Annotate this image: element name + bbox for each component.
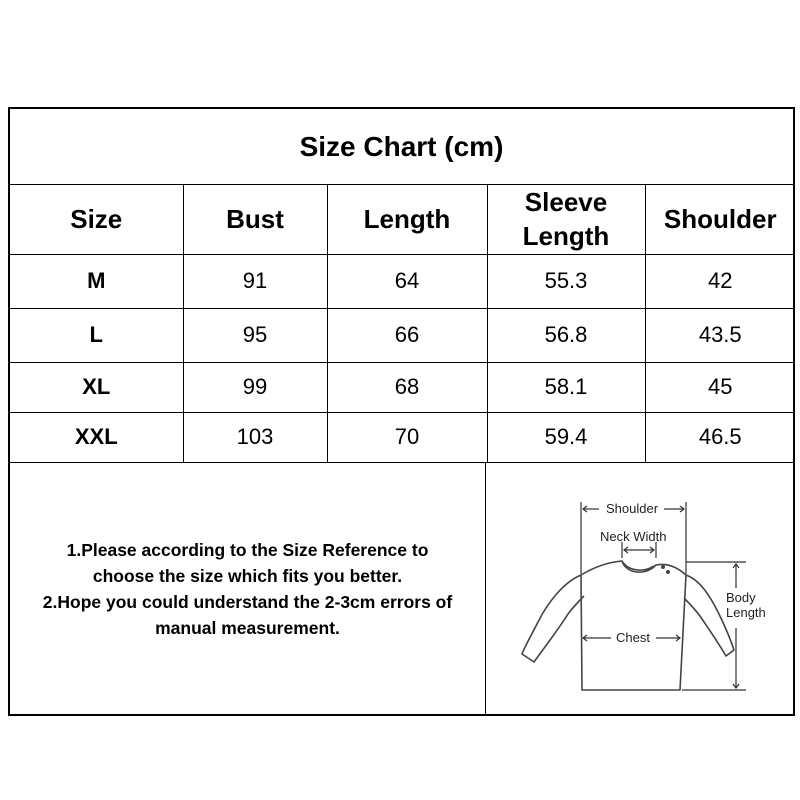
size-cell: XL xyxy=(10,362,183,412)
sleeve-cell: 55.3 xyxy=(487,254,645,308)
table-row xyxy=(10,362,795,412)
body-length-label-line1: Body xyxy=(726,590,756,605)
sleeve-cell: 56.8 xyxy=(487,308,645,362)
size-cell: XXL xyxy=(10,412,183,462)
length-cell: 66 xyxy=(327,308,487,362)
sleeve-cell: 58.1 xyxy=(487,362,645,412)
shoulder-label: Shoulder xyxy=(606,501,659,516)
info-section xyxy=(10,462,795,716)
notes-panel xyxy=(10,462,486,716)
note-line: choose the size which fits you better. xyxy=(92,566,403,586)
header-sleeve-length xyxy=(487,185,645,254)
note-line: 1.Please according to the Size Reference to xyxy=(66,540,429,560)
size-cell: M xyxy=(10,254,183,308)
header-sleeve-line1: Sleeve xyxy=(524,187,608,218)
chart-title: Size Chart (cm) xyxy=(10,109,793,185)
body-length-measure-icon xyxy=(682,562,746,690)
bust-cell: 95 xyxy=(183,308,327,362)
sleeve-cell: 59.4 xyxy=(487,412,645,462)
table-row xyxy=(10,412,795,462)
table-row xyxy=(10,254,795,308)
header-shoulder: Shoulder xyxy=(645,185,795,254)
header-length: Length xyxy=(327,185,487,254)
header-sleeve-line2: Length xyxy=(522,221,610,252)
size-table xyxy=(10,185,795,463)
bust-cell: 99 xyxy=(183,362,327,412)
header-bust: Bust xyxy=(183,185,327,254)
header-row xyxy=(10,185,795,254)
chest-label: Chest xyxy=(616,630,650,645)
length-cell: 68 xyxy=(327,362,487,412)
sweater-outline-icon xyxy=(522,561,734,690)
note-line: 2.Hope you could understand the 2-3cm errors of xyxy=(42,592,453,612)
bust-cell: 103 xyxy=(183,412,327,462)
note-line: manual measurement. xyxy=(155,618,340,638)
shoulder-cell: 42 xyxy=(645,254,795,308)
length-cell: 70 xyxy=(327,412,487,462)
sweater-diagram xyxy=(486,462,795,716)
body-length-label-line2: Length xyxy=(726,605,766,620)
bust-cell: 91 xyxy=(183,254,327,308)
length-cell: 64 xyxy=(327,254,487,308)
neck-measure-icon xyxy=(622,542,656,558)
table-row xyxy=(10,308,795,362)
measurement-diagram xyxy=(486,462,795,716)
neck-width-label: Neck Width xyxy=(600,529,667,544)
shoulder-cell: 43.5 xyxy=(645,308,795,362)
size-cell: L xyxy=(10,308,183,362)
size-chart xyxy=(8,107,795,716)
shoulder-cell: 45 xyxy=(645,362,795,412)
header-size: Size xyxy=(10,185,183,254)
shoulder-cell: 46.5 xyxy=(645,412,795,462)
